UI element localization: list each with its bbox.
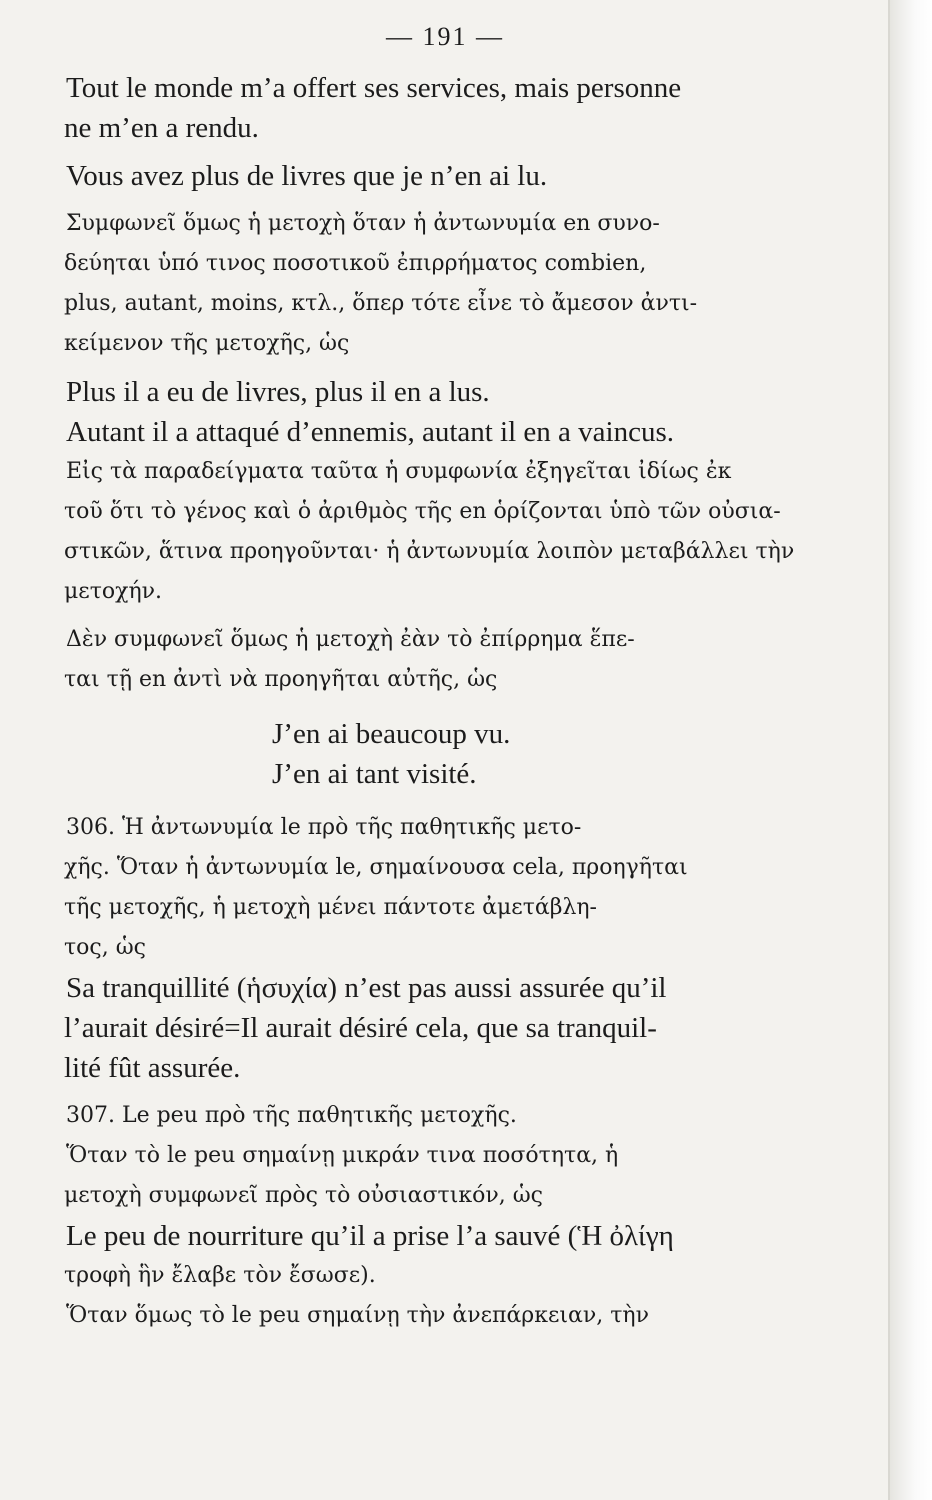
text-line: τος, ὡς [64,935,146,960]
text-line: Le peu de nourriture qu’il a prise l’a sauvé (Ἡ ὀλίγη [66,1220,674,1252]
section-heading-307: 307. Le peu πρὸ τῆς παθητικῆς μετοχῆς. [66,1103,517,1128]
text-line: Sa tranquillité (ἡσυχία) n’est pas aussi assurée qu’il [66,972,667,1004]
page-body [66,68,866,1336]
text-line: μετοχὴ συμφωνεῖ πρὸς τὸ οὐσιαστικόν, ὡς [64,1183,543,1208]
text-line: στικῶν, ἅτινα προηγοῦνται· ἡ ἀντωνυμία λοιπὸν μεταβάλλει τὴν [64,539,795,564]
text-line: Συμφωνεῖ ὅμως ἡ μετοχὴ ὅταν ἡ ἀντωνυμία en συνο- [66,211,660,236]
text-line: Autant il a attaqué d’ennemis, autant il en a vaincus. [66,416,674,448]
text-line: plus, autant, moins, κτλ., ὅπερ τότε εἶνε τὸ ἄμεσον ἀντι- [64,291,698,316]
text-line: J’en ai tant visité. [272,758,477,790]
text-line: τῆς μετοχῆς, ἡ μετοχὴ μένει πάντοτε ἀμετάβλη- [64,895,597,920]
section-heading-306: 306. Ἡ ἀντωνυμία le πρὸ τῆς παθητικῆς μετο- [66,815,582,840]
text-line: Plus il a eu de livres, plus il en a lus. [66,376,490,408]
text-line: Ὅταν ὅμως τὸ le peu σημαίνῃ τὴν ἀνεπάρκειαν, τὴν [66,1303,649,1328]
text-line: Tout le monde m’a offert ses services, mais personne [66,72,682,104]
text-line: τροφὴ ἣν ἔλαβε τὸν ἔσωσε). [64,1263,376,1288]
text-line: ne m’en a rendu. [64,112,259,144]
text-line: ται τῇ en ἀντὶ νὰ προηγῆται αὐτῆς, ὡς [64,667,498,692]
text-line: χῆς. Ὅταν ἡ ἀντωνυμία le, σημαίνουσα cela, προηγῆται [64,855,688,880]
text-line: Vous avez plus de livres que je n’en ai lu. [66,160,548,192]
text-line: l’aurait désiré=Il aurait désiré cela, que sa tranquil- [64,1012,657,1044]
text-line: Εἰς τὰ παραδείγματα ταῦτα ἡ συμφωνία ἐξηγεῖται ἰδίως ἐκ [66,459,732,484]
page-edge [890,0,932,1500]
text-line: Ὅταν τὸ le peu σημαίνῃ μικράν τινα ποσότητα, ἡ [66,1143,619,1168]
text-line: J’en ai beaucoup vu. [272,718,511,750]
text-line: τοῦ ὅτι τὸ γένος καὶ ὁ ἀριθμὸς τῆς en ὁρίζονται ὑπὸ τῶν οὐσια- [64,499,781,524]
text-line: μετοχήν. [64,579,162,604]
text-line: lité fût assurée. [64,1052,241,1084]
text-line: κείμενον τῆς μετοχῆς, ὡς [64,331,350,356]
text-line: Δὲν συμφωνεῖ ὅμως ἡ μετοχὴ ἐὰν τὸ ἐπίρρημα ἕπε- [66,627,635,652]
text-line: δεύηται ὑπό τινος ποσοτικοῦ ἐπιρρήματος combien, [64,251,647,276]
page-number: — 191 — [386,22,504,51]
